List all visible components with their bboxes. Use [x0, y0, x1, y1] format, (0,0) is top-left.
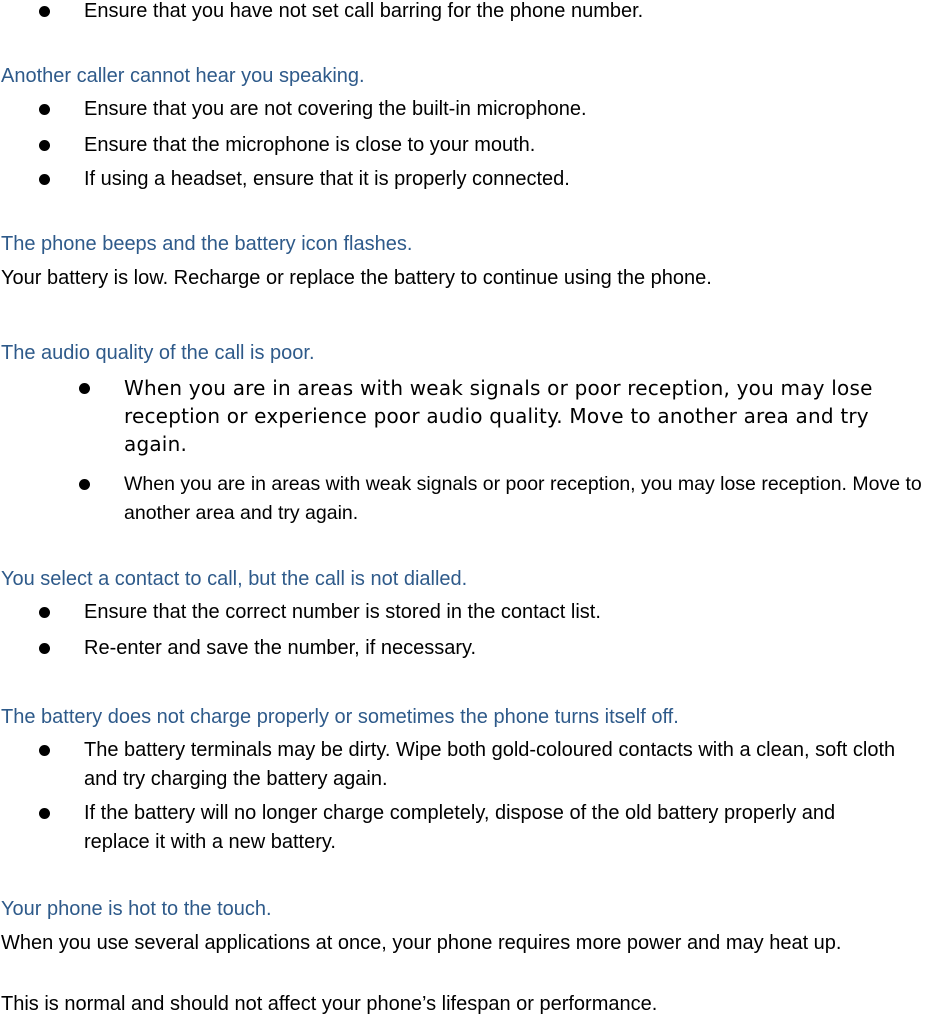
bullet-icon: [39, 607, 50, 618]
list-item: The battery terminals may be dirty. Wipe both gold-coloured contacts with a clean, soft cloth and try charging the battery again.: [84, 739, 896, 790]
section-heading: The phone beeps and the battery icon flashes.: [1, 233, 413, 255]
list-item: When you are in areas with weak signals or poor reception, you may lose reception. Move to another area and try again.: [124, 473, 922, 524]
paragraph: When you use several applications at once, your phone requires more power and may heat up.: [1, 932, 842, 954]
list-item: When you are in areas with weak signals or poor reception, you may lose reception or experience poor audio quality. Move to another area and try again.: [124, 376, 873, 456]
list-item: Ensure that you are not covering the built-in microphone.: [84, 98, 587, 120]
list-item: Ensure that you have not set call barring for the phone number.: [84, 0, 644, 22]
bullet-icon: [39, 745, 50, 756]
list-item: If using a headset, ensure that it is properly connected.: [84, 168, 570, 190]
section-heading: You select a contact to call, but the call is not dialled.: [1, 568, 468, 590]
list-item: Ensure that the correct number is stored in the contact list.: [84, 601, 601, 623]
section-heading: The battery does not charge properly or sometimes the phone turns itself off.: [1, 706, 679, 728]
paragraph: Your battery is low. Recharge or replace the battery to continue using the phone.: [1, 267, 712, 289]
bullet-icon: [39, 174, 50, 185]
bullet-icon: [39, 808, 50, 819]
section-heading: Another caller cannot hear you speaking.: [1, 65, 365, 87]
section-heading: Your phone is hot to the touch.: [1, 898, 272, 920]
bullet-icon: [39, 6, 50, 17]
bullet-icon: [39, 140, 50, 151]
bullet-icon: [79, 383, 90, 394]
section-heading: The audio quality of the call is poor.: [1, 342, 315, 364]
paragraph: This is normal and should not affect your phone’s lifespan or performance.: [1, 993, 658, 1015]
bullet-icon: [39, 643, 50, 654]
list-item: If the battery will no longer charge completely, dispose of the old battery properly and replace it with a new battery.: [84, 802, 836, 853]
bullet-icon: [79, 479, 90, 490]
bullet-icon: [39, 104, 50, 115]
list-item: Re-enter and save the number, if necessary.: [84, 637, 477, 659]
list-item: Ensure that the microphone is close to your mouth.: [84, 134, 536, 156]
